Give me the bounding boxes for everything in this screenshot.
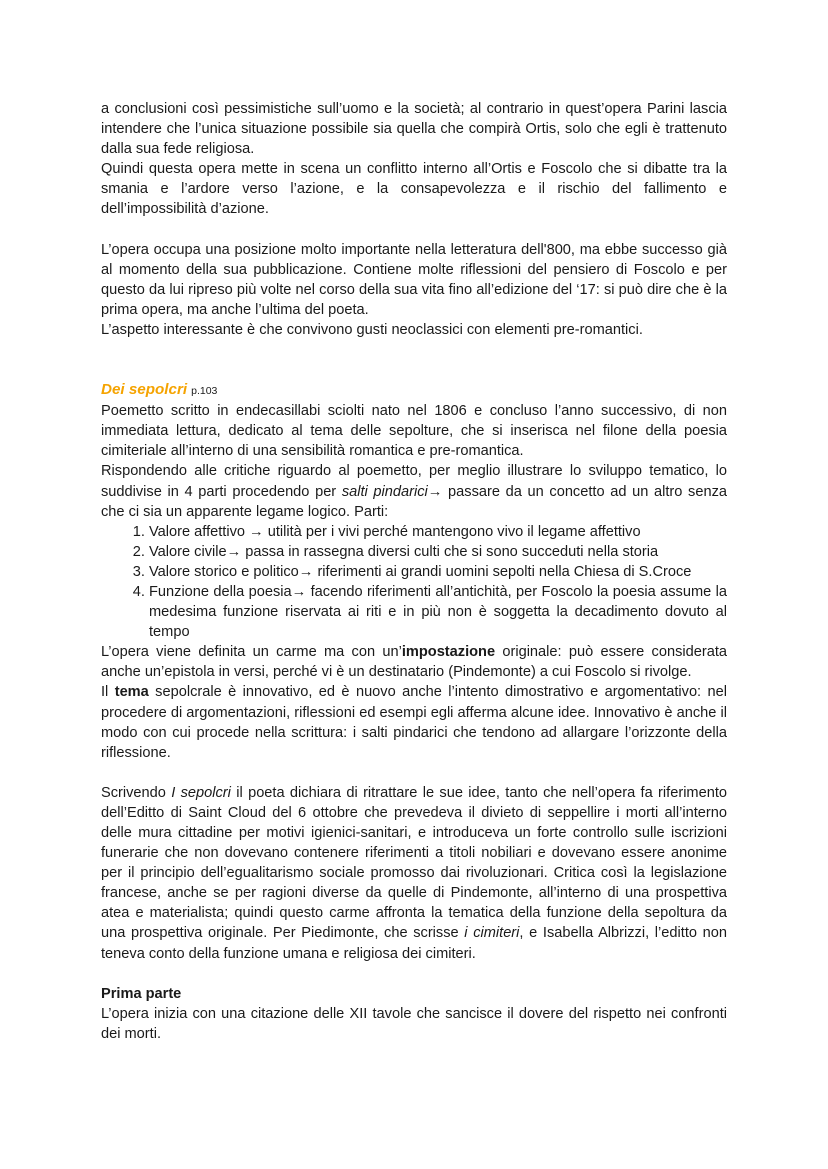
- section-title: Dei sepolcri: [101, 381, 188, 399]
- intro-paragraph-2: Quindi questa opera mette in scena un conflitto interno all’Ortis e Foscolo che si dibatte tra la smania e l’ardore verso l’azione, e la consapevolezza e il rischio del fallimento e dell’impossibilità d’azione.: [101, 161, 727, 218]
- list-item: 3. Valore storico e politico→ riferimenti ai grandi uomini sepolti nella Chiesa di S.Croce: [149, 562, 727, 582]
- text-run: Rispondendo alle critiche riguardo al poemetto, per meglio illustrare lo sviluppo tematico, lo suddivise in 4 parti procedendo per: [101, 463, 727, 500]
- section-paragraph-2: [101, 461, 727, 521]
- section-paragraph-3: [101, 642, 727, 682]
- page-reference: p.103: [191, 385, 218, 398]
- subsection-paragraph-1: L’opera inizia con una citazione delle XII tavole che sancisce il dovere del rispetto nei confronti dei morti.: [101, 1005, 727, 1042]
- parts-list: [101, 522, 727, 643]
- intro-paragraph-4: L’aspetto interessante è che convivono gusti neoclassici con elementi pre-romantici.: [101, 321, 643, 338]
- section-heading: [101, 380, 727, 401]
- emphasis-text: I sepolcri: [171, 784, 231, 801]
- section-paragraph-1: Poemetto scritto in endecasillabi sciolti nato nel 1806 e concluso l’anno successivo, di non immediata lettura, dedicato al tema delle sepolture, che si inserisca nel filone della poesia cimiteriale all’interno di una sensibilità romantica e pre-romantica.: [101, 403, 727, 460]
- text-run: Il: [101, 684, 115, 701]
- text-run: → passare da un concetto ad un altro senza che ci sia un apparente legame logico. Parti:: [101, 483, 727, 520]
- text-run: Scrivendo: [101, 784, 172, 801]
- text-run: sepolcrale è innovativo, ed è nuovo anche l’intento dimostrativo e argomentativo: nel procedere di argomentazioni, riflessioni ed esempi egli afferma alcune idee. Innovativo è anche il modo con cui procede nella scrittura: i salti pindarici che tendono ad allargare l’orizzonte della riflessione.: [101, 684, 727, 761]
- page-content: [101, 99, 727, 1044]
- emphasis-text: salti pindarici: [341, 483, 428, 500]
- text-run: , e Isabella Albrizzi, l’editto non teneva conto della funzione umana e religiosa dei cimiteri.: [101, 925, 728, 962]
- emphasis-text: i cimiteri: [464, 925, 520, 942]
- list-item: 4. Funzione della poesia→ facendo riferimenti all’antichità, per Foscolo la poesia assume la medesima funzione riservata ai riti e in più non è soggetta la decadimento dovuto al tempo: [149, 582, 727, 642]
- subsection-title: Prima parte: [101, 985, 182, 1002]
- text-run: L’opera viene definita un carme ma con un’: [101, 644, 402, 661]
- section-paragraph-5: [101, 783, 727, 964]
- bold-text: tema: [114, 684, 149, 701]
- intro-paragraph-1: a conclusioni così pessimistiche sull’uomo e la società; al contrario in quest’opera Parini lascia intendere che l’unica situazione possibile sia quella che compirà Ortis, solo che egli è trattenuto dalla sua fede religiosa.: [101, 101, 727, 158]
- text-run: originale: può essere considerata anche un’epistola in versi, perché vi è un destinatario (Pindemonte) a cui Foscolo si rivolge.: [101, 644, 728, 681]
- list-item: 1. Valore affettivo → utilità per i vivi perché mantengono vivo il legame affettivo: [149, 522, 727, 542]
- intro-paragraph-3: L’opera occupa una posizione molto importante nella letteratura dell'800, ma ebbe successo già al momento della sua pubblicazione. Contiene molte riflessioni del pensiero di Foscolo e per questo da lui ripreso più volte nel corso della sua vita fino all’edizione del ‘17: si può dire che è la prima opera, ma anche l’ultima del poeta.: [101, 241, 727, 318]
- section-paragraph-4: [101, 682, 727, 762]
- text-run: il poeta dichiara di ritrattare le sue idee, tanto che nell’opera fa riferimento dell’Editto di Saint Cloud del 6 ottobre che prevedeva il divieto di seppellire i morti all’interno delle mura cittadine per motivi igienici-sanitari, e introduceva un forte controllo sulle iscrizioni funerarie che non dovevano contenere riferimenti a titoli nobiliari e dovevano essere anonime per il principio dell’egualitarismo sociale promosso dai rivoluzionari. Critica così la legislazione francese, anche se per ragioni diverse da quelle di Pindemonte, all’interno di una prospettiva atea e materialista; quindi questo carme affronta la tematica della funzione della sepoltura da una prospettiva originale. Per Piedimonte, che scrisse: [101, 784, 727, 942]
- bold-text: impostazione: [401, 644, 496, 661]
- list-item: 2. Valore civile→ passa in rassegna diversi culti che si sono succeduti nella storia: [149, 542, 727, 562]
